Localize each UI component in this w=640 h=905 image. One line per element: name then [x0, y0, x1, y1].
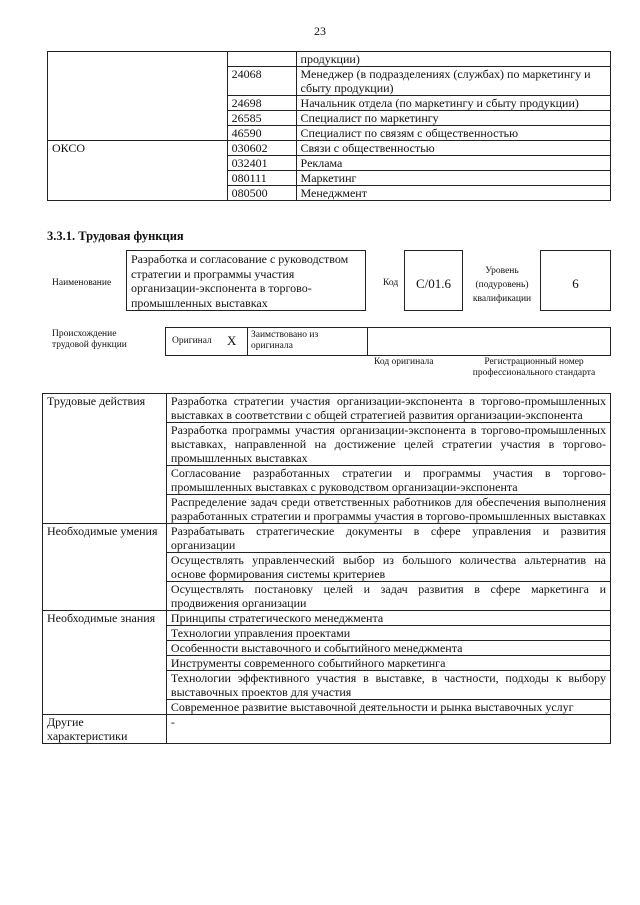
details-row	[43, 611, 611, 626]
level-value: 6	[572, 276, 579, 291]
codes-row	[48, 141, 611, 156]
code-cell: 24698	[227, 96, 296, 111]
other-characteristics-value: -	[166, 715, 610, 744]
required-knowledge-item: Технологии эффективного участия в выставке, в частности, подходы к выбору выставочных проектов для участия	[166, 671, 610, 700]
code-cell: 24068	[227, 67, 296, 96]
labour-action-item: Разработка программы участия организации-экспонента в торгово-промышленных выставках, направленной на достижение целей стратегии участия в торгово-промышленных выставках	[166, 423, 610, 466]
code-cell: 080500	[227, 186, 296, 201]
details-table	[42, 393, 611, 744]
required-knowledge-item: Современное развитие выставочной деятельности и рынка выставочных услуг	[166, 700, 610, 715]
origin-label: Происхождение трудовой функции	[52, 329, 127, 350]
borrowed-label: Заимствовано из оригинала	[251, 330, 319, 351]
required-knowledge-item: Технологии управления проектами	[166, 626, 610, 641]
required-knowledge-item: Инструменты современного событийного маркетинга	[166, 656, 610, 671]
codes-group-cell: ОКСО	[48, 141, 228, 201]
original-mark: X	[227, 333, 237, 348]
name-label: Наименование	[52, 278, 112, 288]
code-title-cell: Маркетинг	[296, 171, 610, 186]
codes-table	[47, 51, 611, 201]
codes-row	[48, 52, 611, 67]
code-cell	[227, 52, 296, 67]
required-skill-item: Осуществлять управленческий выбор из большого количества альтернатив на основе формирования системы критериев	[166, 553, 610, 582]
code-label: Код	[383, 278, 399, 288]
labour-action-item: Распределение задач среди ответственных работников для обеспечения выполнения разработанных стратегии и программы участия в торгово-промышленных выставках	[166, 495, 610, 524]
code-title-cell: Менеджер (в подразделениях (службах) по маркетингу и сбыту продукции)	[296, 67, 610, 96]
origin-divider-2	[367, 327, 368, 356]
required-skill-item: Разрабатывать стратегические документы в сфере управления и развития организации	[166, 524, 610, 553]
code-title-cell: Начальник отдела (по маркетингу и сбыту продукции)	[296, 96, 610, 111]
other-characteristics-label: Другие характеристики	[43, 715, 167, 744]
level-label: Уровень (подуровень) квалификации	[472, 266, 532, 304]
codes-group-cell	[48, 52, 228, 141]
page-number: 23	[314, 24, 326, 38]
details-row	[43, 394, 611, 423]
required-skill-item: Осуществлять постановку целей и задач развития в сфере маркетинга и продвижения организации	[166, 582, 610, 611]
code-title-cell: Менеджмент	[296, 186, 610, 201]
code-cell: 26585	[227, 111, 296, 126]
details-row	[43, 715, 611, 744]
required-knowledge-item: Особенности выставочного и событийного менеджмента	[166, 641, 610, 656]
labour-action-label: Трудовые действия	[43, 394, 167, 524]
code-original-caption: Код оригинала	[374, 357, 434, 367]
required-knowledge-label: Необходимые знания	[43, 611, 167, 715]
code-title-cell: продукции)	[296, 52, 610, 67]
section-heading: 3.3.1. Трудовая функция	[47, 229, 184, 243]
registration-caption: Регистрационный номер профессионального стандарта	[472, 357, 596, 378]
function-name: Разработка и согласование с руководством стратегии и программы участия организации-экспонента в торгово-промышленных выставках	[131, 252, 349, 310]
code-title-cell: Специалист по связям с общественностью	[296, 126, 610, 141]
code-cell: 030602	[227, 141, 296, 156]
details-row	[43, 524, 611, 553]
function-code: C/01.6	[415, 276, 452, 291]
required-knowledge-item: Принципы стратегического менеджмента	[166, 611, 610, 626]
code-cell: 080111	[227, 171, 296, 186]
code-title-cell: Связи с общественностью	[296, 141, 610, 156]
code-cell: 032401	[227, 156, 296, 171]
code-cell: 46590	[227, 126, 296, 141]
origin-divider-1	[247, 327, 248, 356]
labour-action-item: Согласование разработанных стратегии и программы участия в торгово-промышленных выставках с руководством организации-экспонента	[166, 466, 610, 495]
labour-action-item: Разработка стратегии участия организации-экспонента в торгово-промышленных выставках в соответствии с общей стратегией развития организации-экспонента	[166, 394, 610, 423]
code-title-cell: Реклама	[296, 156, 610, 171]
code-title-cell: Специалист по маркетингу	[296, 111, 610, 126]
required-skill-label: Необходимые умения	[43, 524, 167, 611]
original-label: Оригинал	[172, 336, 212, 346]
